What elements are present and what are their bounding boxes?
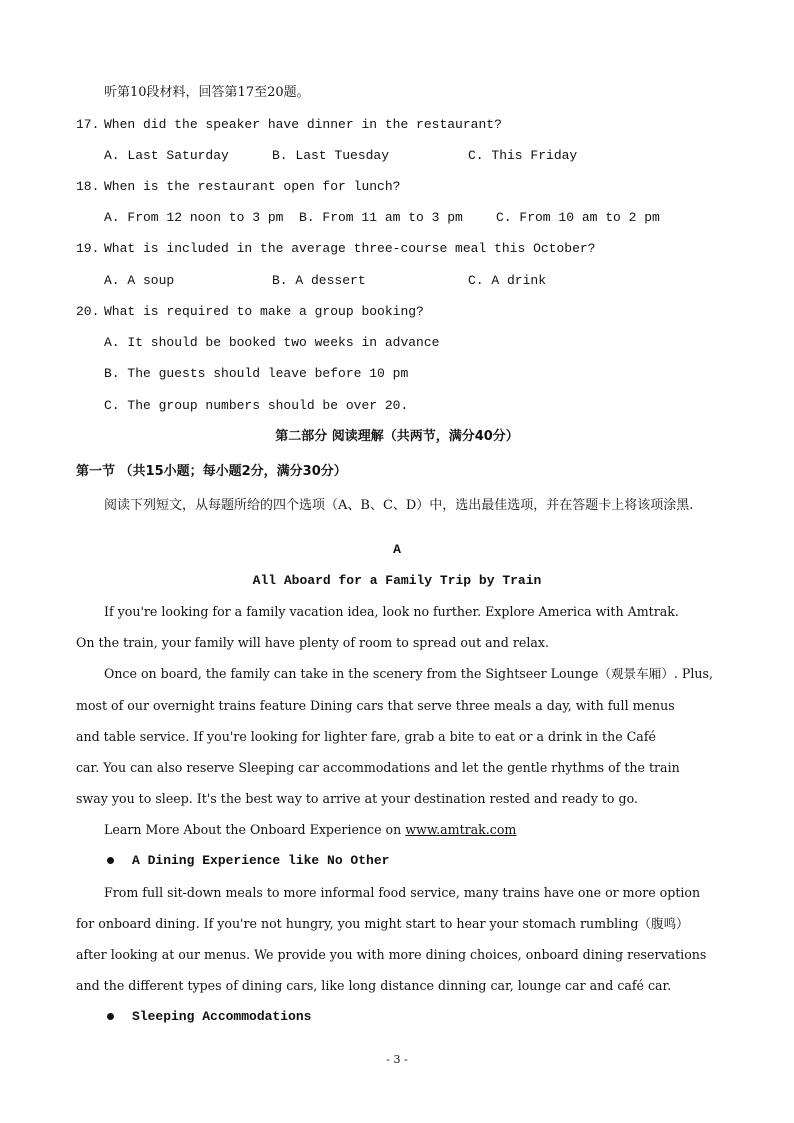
passage-letter: A bbox=[393, 542, 401, 557]
q17-option-b: B. Last Tuesday bbox=[272, 148, 390, 163]
paragraph-2-line-2: most of our overnight trains feature Dining cars that serve three meals a day, with full menus bbox=[76, 698, 675, 713]
question-17-number: 17. bbox=[76, 117, 100, 132]
question-19-text: What is included in the average three-course meal this October? bbox=[104, 241, 596, 256]
paragraph-2-line-5: sway you to sleep. It's the best way to arrive at your destination rested and ready to go. bbox=[76, 791, 638, 806]
bullet-heading-sleeping: Sleeping Accommodations bbox=[132, 1009, 312, 1024]
page-number: - 3 - bbox=[386, 1053, 408, 1066]
paragraph-3-line-3: after looking at our menus. We provide you with more dining choices, onboard dining reservations bbox=[76, 947, 707, 962]
question-20-text: What is required to make a group booking? bbox=[104, 304, 424, 319]
bullet-heading-dining: A Dining Experience like No Other bbox=[132, 853, 390, 868]
question-17-text: When did the speaker have dinner in the restaurant? bbox=[104, 117, 502, 132]
q18-option-c: C. From 10 am to 2 pm bbox=[496, 210, 660, 225]
q20-option-a: A. It should be booked two weeks in advance bbox=[104, 335, 440, 350]
q19-option-a: A. A soup bbox=[104, 273, 175, 288]
section1-title: 第一节 （共15小题；每小题2分，满分30分） bbox=[76, 464, 347, 479]
paragraph-1-line-1: If you're looking for a family vacation idea, look no further. Explore America with Amtrak. bbox=[104, 604, 679, 619]
q17-option-c: C. This Friday bbox=[468, 148, 578, 163]
paragraph-2-line-1: Once on board, the family can take in the scenery from the Sightseer Lounge（观景车厢）. Plus, bbox=[104, 666, 714, 681]
bullet-icon bbox=[107, 1013, 114, 1020]
instructions: 阅读下列短文，从每题所给的四个选项（A、B、C、D）中，选出最佳选项，并在答题卡上将该项涂黑. bbox=[104, 498, 694, 513]
paragraph-2-line-3: and table service. If you're looking for lighter fare, grab a bite to eat or a drink in the Café bbox=[76, 729, 656, 744]
q18-option-b: B. From 11 am to 3 pm bbox=[299, 210, 463, 225]
section-intro: 听第10段材料，回答第17至20题。 bbox=[104, 85, 310, 100]
learn-more-text: Learn More About the Onboard Experience on bbox=[104, 822, 406, 837]
bullet-icon bbox=[107, 857, 114, 864]
question-19-number: 19. bbox=[76, 241, 100, 256]
paragraph-3-line-1: From full sit-down meals to more informal food service, many trains have one or more option bbox=[104, 885, 701, 900]
part2-title: 第二部分 阅读理解（共两节，满分40分） bbox=[275, 429, 519, 444]
amtrak-link[interactable]: www.amtrak.com bbox=[405, 822, 517, 837]
question-18-text: When is the restaurant open for lunch? bbox=[104, 179, 401, 194]
q20-option-b: B. The guests should leave before 10 pm bbox=[104, 366, 409, 381]
q20-option-c: C. The group numbers should be over 20. bbox=[104, 398, 409, 413]
learn-more-line bbox=[104, 822, 516, 838]
paragraph-3-line-4: and the different types of dining cars, like long distance dinning car, lounge car and café car. bbox=[76, 978, 672, 993]
question-20-number: 20. bbox=[76, 304, 100, 319]
paragraph-3-line-2: for onboard dining. If you're not hungry, you might start to hear your stomach rumbling（腹鸣） bbox=[76, 916, 689, 931]
question-18-number: 18. bbox=[76, 179, 100, 194]
q19-option-b: B. A dessert bbox=[272, 273, 366, 288]
q17-option-a: A. Last Saturday bbox=[104, 148, 229, 163]
paragraph-2-line-4: car. You can also reserve Sleeping car accommodations and let the gentle rhythms of the train bbox=[76, 760, 680, 775]
paragraph-1-line-2: On the train, your family will have plenty of room to spread out and relax. bbox=[76, 635, 549, 650]
q19-option-c: C. A drink bbox=[468, 273, 547, 288]
q18-option-a: A. From 12 noon to 3 pm bbox=[104, 210, 284, 225]
passage-title: All Aboard for a Family Trip by Train bbox=[252, 573, 542, 588]
